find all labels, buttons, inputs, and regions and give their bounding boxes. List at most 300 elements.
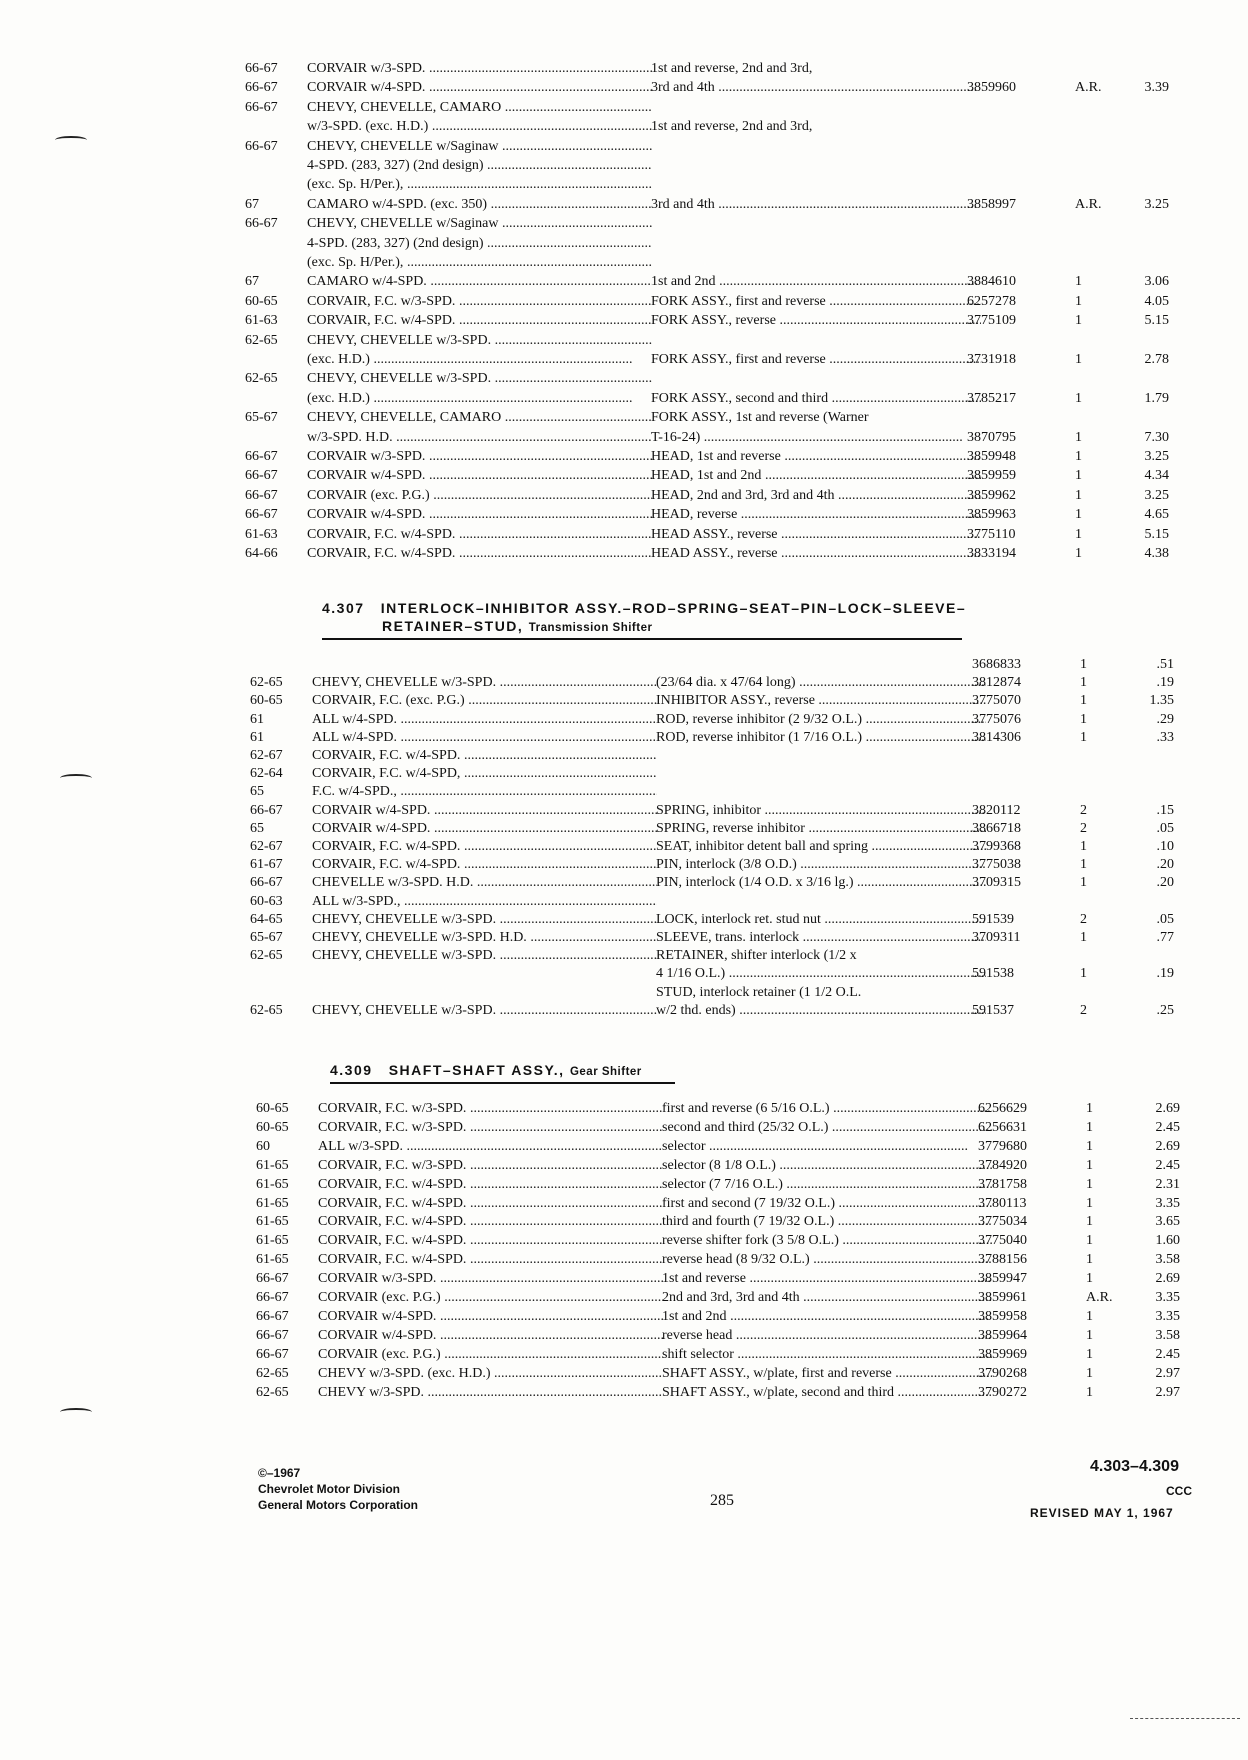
part-number: 3775110 <box>967 526 1016 542</box>
part-description: reverse head (8 9/32 O.L.) ..... <box>662 1251 992 1269</box>
section-4-309 <box>256 1100 1180 1410</box>
list-price: 2.78 <box>1144 352 1169 367</box>
binder-hole-mark <box>60 1408 92 1416</box>
part-description: reverse shifter fork (3 5/8 O.L.) ..... <box>662 1232 992 1250</box>
parts-row <box>245 215 1145 233</box>
section-4-307 <box>250 656 1174 1026</box>
part-number: 3859969 <box>978 1346 1027 1362</box>
section-subtitle: Gear Shifter <box>569 1066 642 1078</box>
quantity: 1 <box>1080 875 1087 891</box>
parts-row <box>245 429 1169 447</box>
quantity: 1 <box>1080 675 1087 691</box>
parts-row <box>250 747 1150 765</box>
parts-row <box>245 312 1169 330</box>
part-description: LOCK, interlock ret. stud nut ..... <box>656 911 986 929</box>
part-number: 3785217 <box>967 390 1016 406</box>
part-number: 3799368 <box>972 839 1021 854</box>
part-number: 6257278 <box>967 293 1016 309</box>
model-year: 66-67 <box>250 875 283 891</box>
part-description: w/2 thd. ends) ..... <box>656 1002 986 1020</box>
list-price: .19 <box>1156 675 1174 691</box>
part-description: first and second (7 19/32 O.L.) ..... <box>662 1195 992 1213</box>
parts-row <box>256 1308 1180 1326</box>
binder-hole-mark <box>60 774 92 782</box>
section-4-309-heading <box>330 1062 642 1078</box>
footer-division: Chevrolet Motor Division <box>258 1482 401 1496</box>
model-year: 66-67 <box>245 468 278 484</box>
vehicle-model: CORVAIR, F.C. w/4-SPD, ..... <box>312 765 657 783</box>
quantity: 1 <box>1075 274 1082 290</box>
section-4-307-heading-2 <box>382 618 652 634</box>
quantity: 2 <box>1080 1002 1087 1018</box>
list-price: .19 <box>1156 966 1174 982</box>
part-number: 3812874 <box>972 675 1021 691</box>
model-year: 65-67 <box>245 410 278 426</box>
vehicle-model: CHEVY, CHEVELLE w/3-SPD. ..... <box>307 370 652 388</box>
quantity: 1 <box>1080 693 1087 709</box>
quantity: 1 <box>1086 1176 1093 1192</box>
parts-row <box>245 138 1145 156</box>
vehicle-model: ALL w/3-SPD. ..... <box>318 1138 663 1156</box>
parts-row <box>245 545 1169 563</box>
vehicle-model: CHEVY w/3-SPD. ..... <box>318 1384 663 1402</box>
part-number: 3859958 <box>978 1308 1027 1324</box>
model-year: 66-67 <box>256 1290 289 1305</box>
quantity: 1 <box>1075 390 1082 406</box>
model-year: 65 <box>250 820 264 836</box>
model-year: 64-65 <box>250 911 283 927</box>
part-description: 1st and reverse, 2nd and 3rd, <box>651 61 813 76</box>
list-price: 2.69 <box>1155 1101 1180 1116</box>
list-price: 3.58 <box>1155 1252 1180 1268</box>
quantity: 1 <box>1080 729 1087 745</box>
quantity: 1 <box>1086 1308 1093 1324</box>
list-price: 2.97 <box>1155 1384 1180 1400</box>
list-price: 1.79 <box>1144 390 1169 406</box>
section-4-309-rule <box>330 1082 675 1084</box>
parts-row <box>245 390 1169 408</box>
vehicle-model: (exc. Sp. H/Per.), ..... <box>307 254 652 272</box>
part-description: second and third (25/32 O.L.) ..... <box>662 1119 992 1137</box>
footer-revised: REVISED MAY 1, 1967 <box>1030 1506 1174 1520</box>
vehicle-model: CHEVY, CHEVELLE w/Saginaw ..... <box>307 138 652 156</box>
parts-row <box>245 157 1145 175</box>
parts-row <box>250 838 1174 856</box>
parts-row <box>256 1346 1180 1364</box>
part-description: 1st and 2nd ..... <box>662 1308 992 1326</box>
parts-row <box>256 1213 1180 1231</box>
part-description: PIN, interlock (3/8 O.D.) ..... <box>656 856 986 874</box>
part-number: 3859962 <box>967 487 1016 503</box>
parts-row <box>256 1157 1180 1175</box>
list-price: 3.25 <box>1144 449 1169 464</box>
part-description: 1st and 2nd ..... <box>651 273 981 291</box>
footer-corporation: General Motors Corporation <box>258 1498 419 1512</box>
part-description: 1st and reverse ..... <box>662 1270 992 1288</box>
part-description: 3rd and 4th ..... <box>651 196 981 214</box>
model-year: 67 <box>245 196 259 212</box>
model-year: 61-65 <box>256 1214 289 1230</box>
part-number: 3775070 <box>972 693 1021 709</box>
section-number: 4.307 <box>322 600 365 616</box>
quantity: 1 <box>1086 1252 1093 1268</box>
part-number: 591538 <box>972 966 1014 982</box>
part-description: FORK ASSY., 1st and reverse (Warner <box>651 410 869 426</box>
list-price: .20 <box>1156 857 1174 873</box>
vehicle-model: CHEVY, CHEVELLE w/3-SPD. ..... <box>312 1002 657 1020</box>
part-number: 3775109 <box>967 313 1016 329</box>
part-description: shift selector ..... <box>662 1346 992 1364</box>
part-description: (23/64 dia. x 47/64 long) ..... <box>656 674 986 692</box>
parts-row <box>256 1384 1180 1402</box>
vehicle-model: CORVAIR, F.C. w/4-SPD. ..... <box>318 1195 663 1213</box>
model-year: 61-65 <box>256 1233 289 1249</box>
parts-row <box>250 984 1150 1002</box>
part-number: 3780113 <box>978 1195 1027 1211</box>
quantity: 1 <box>1080 930 1087 945</box>
vehicle-model: CHEVY, CHEVELLE, CAMARO ..... <box>307 409 652 427</box>
list-price: 5.15 <box>1144 313 1169 329</box>
quantity: 1 <box>1086 1384 1093 1400</box>
quantity: 1 <box>1086 1214 1093 1230</box>
parts-row <box>245 370 1145 388</box>
part-description: FORK ASSY., second and third ..... <box>651 390 981 408</box>
parts-row <box>256 1195 1180 1213</box>
section-subtitle: Transmission Shifter <box>528 622 653 634</box>
part-description: SPRING, inhibitor ..... <box>656 802 986 820</box>
parts-row <box>245 196 1169 214</box>
list-price: 2.69 <box>1155 1271 1180 1287</box>
vehicle-model: CORVAIR w/3-SPD. ..... <box>307 60 652 78</box>
quantity: 1 <box>1086 1346 1093 1362</box>
model-year: 66-67 <box>245 61 278 76</box>
quantity: 1 <box>1086 1327 1093 1343</box>
parts-row <box>245 79 1169 97</box>
part-description: 3rd and 4th ..... <box>651 79 981 97</box>
footer-range: 4.303–4.309 <box>1090 1458 1179 1475</box>
parts-row <box>250 820 1174 838</box>
vehicle-model: CORVAIR w/4-SPD. ..... <box>312 820 657 838</box>
list-price: 3.65 <box>1155 1214 1180 1230</box>
model-year: 62-64 <box>250 766 283 782</box>
part-number: 3709315 <box>972 875 1021 891</box>
list-price: .29 <box>1156 711 1174 727</box>
quantity: 1 <box>1075 526 1082 542</box>
list-price: .05 <box>1156 911 1174 927</box>
quantity: 1 <box>1075 293 1082 309</box>
part-number: 3784920 <box>978 1157 1027 1173</box>
parts-row <box>256 1365 1180 1383</box>
vehicle-model: CORVAIR, F.C. w/4-SPD. ..... <box>312 838 657 856</box>
model-year: 61-65 <box>256 1176 289 1192</box>
list-price: 2.69 <box>1155 1138 1180 1154</box>
part-description: HEAD ASSY., reverse ..... <box>651 545 981 563</box>
model-year: 66-67 <box>256 1271 289 1287</box>
part-number: 3788156 <box>978 1252 1027 1268</box>
vehicle-model: CORVAIR (exc. P.G.) ..... <box>318 1346 663 1364</box>
vehicle-model: CORVAIR (exc. P.G.) ..... <box>318 1289 663 1307</box>
vehicle-model: CORVAIR, F.C. w/3-SPD. ..... <box>318 1157 663 1175</box>
vehicle-model: CORVAIR w/3-SPD. ..... <box>318 1270 663 1288</box>
model-year: 65 <box>250 784 264 800</box>
model-year: 62-65 <box>250 675 283 691</box>
parts-row <box>250 783 1150 801</box>
model-year: 66-67 <box>245 449 278 464</box>
vehicle-model: 4-SPD. (283, 327) (2nd design) ..... <box>307 235 652 253</box>
parts-row <box>256 1100 1180 1118</box>
quantity: 1 <box>1075 313 1082 329</box>
model-year: 62-65 <box>256 1365 289 1381</box>
part-description: selector (8 1/8 O.L.) ..... <box>662 1157 992 1175</box>
footer-copyright: ©–1967 <box>258 1466 301 1480</box>
parts-row <box>245 293 1169 311</box>
section-number: 4.309 <box>330 1062 373 1078</box>
parts-row <box>256 1138 1180 1156</box>
parts-row <box>250 711 1174 729</box>
list-price: 3.25 <box>1144 196 1169 212</box>
list-price: 2.45 <box>1155 1157 1180 1173</box>
vehicle-model: 4-SPD. (283, 327) (2nd design) ..... <box>307 157 652 175</box>
list-price: 3.35 <box>1155 1290 1180 1305</box>
parts-row <box>256 1327 1180 1345</box>
parts-row <box>250 674 1174 692</box>
part-number: 3870795 <box>967 429 1016 445</box>
part-number: 591539 <box>972 911 1014 927</box>
parts-row <box>245 487 1169 505</box>
model-year: 64-66 <box>245 546 278 561</box>
vehicle-model: CORVAIR w/4-SPD. ..... <box>318 1327 663 1345</box>
model-year: 61-65 <box>256 1252 289 1268</box>
quantity: A.R. <box>1075 80 1102 96</box>
list-price: 5.15 <box>1144 526 1169 542</box>
vehicle-model: CORVAIR, F.C. w/4-SPD. ..... <box>307 526 652 544</box>
list-price: .25 <box>1156 1002 1174 1018</box>
list-price: 4.05 <box>1144 293 1169 309</box>
vehicle-model: CORVAIR, F.C. (exc. P.G.) ..... <box>312 692 657 710</box>
quantity: A.R. <box>1075 196 1102 212</box>
list-price: 7.30 <box>1144 429 1169 445</box>
quantity: 1 <box>1086 1365 1093 1381</box>
part-description: INHIBITOR ASSY., reverse ..... <box>656 692 986 710</box>
vehicle-model: CORVAIR w/4-SPD. ..... <box>307 506 652 524</box>
model-year: 66-67 <box>245 80 278 96</box>
vehicle-model: CHEVY, CHEVELLE w/3-SPD. ..... <box>312 911 657 929</box>
vehicle-model: (exc. Sp. H/Per.), ..... <box>307 176 652 194</box>
part-number: 6256631 <box>978 1119 1027 1135</box>
part-description: 4 1/16 O.L.) ..... <box>656 965 986 983</box>
model-year: 60-65 <box>256 1101 289 1116</box>
parts-row <box>245 235 1145 253</box>
part-number: 3775038 <box>972 857 1021 873</box>
parts-row <box>245 506 1169 524</box>
model-year: 66-67 <box>256 1346 289 1362</box>
quantity: 1 <box>1086 1271 1093 1287</box>
vehicle-model: CORVAIR w/3-SPD. ..... <box>307 448 652 466</box>
parts-row <box>245 351 1169 369</box>
vehicle-model: CORVAIR, F.C. w/4-SPD. ..... <box>318 1213 663 1231</box>
part-number: 3820112 <box>972 802 1021 818</box>
model-year: 62-65 <box>250 948 283 964</box>
part-number: 3731918 <box>967 352 1016 367</box>
parts-row <box>250 856 1174 874</box>
parts-row <box>256 1232 1180 1250</box>
part-description: first and reverse (6 5/16 O.L.) ..... <box>662 1100 992 1118</box>
model-year: 66-67 <box>256 1327 289 1343</box>
section-4-307-heading <box>322 600 966 616</box>
part-description: ROD, reverse inhibitor (1 7/16 O.L.) ..... <box>656 729 986 747</box>
part-number: 3686833 <box>972 657 1021 672</box>
model-year: 62-65 <box>245 332 278 348</box>
quantity: 1 <box>1075 546 1082 561</box>
quantity: A.R. <box>1086 1290 1113 1305</box>
parts-row <box>245 273 1169 291</box>
vehicle-model: (exc. H.D.) ..... <box>307 351 652 369</box>
quantity: 1 <box>1080 711 1087 727</box>
footer-code: CCC <box>1166 1484 1192 1498</box>
part-number: 3775076 <box>972 711 1021 727</box>
vehicle-model: CHEVY, CHEVELLE, CAMARO ..... <box>307 99 652 117</box>
part-description: HEAD, 1st and 2nd ..... <box>651 467 981 485</box>
part-number: 3790268 <box>978 1365 1027 1381</box>
section-4-307-rule <box>322 638 962 640</box>
parts-row <box>245 60 1145 78</box>
list-price: 3.39 <box>1144 80 1169 96</box>
vehicle-model: CORVAIR (exc. P.G.) ..... <box>307 487 652 505</box>
model-year: 62-67 <box>250 839 283 854</box>
list-price: 2.45 <box>1155 1346 1180 1362</box>
vehicle-model: CHEVY, CHEVELLE w/3-SPD. ..... <box>307 332 652 350</box>
quantity: 1 <box>1086 1157 1093 1173</box>
quantity: 1 <box>1080 966 1087 982</box>
part-description: FORK ASSY., reverse ..... <box>651 312 981 330</box>
list-price: 2.97 <box>1155 1365 1180 1381</box>
vehicle-model: CORVAIR w/4-SPD. ..... <box>318 1308 663 1326</box>
vehicle-model: CORVAIR, F.C. w/4-SPD. ..... <box>307 312 652 330</box>
part-number: 3814306 <box>972 729 1021 745</box>
quantity: 1 <box>1080 857 1087 873</box>
list-price: .20 <box>1156 875 1174 891</box>
quantity: 1 <box>1075 352 1082 367</box>
parts-row <box>250 874 1174 892</box>
parts-row <box>250 965 1174 983</box>
model-year: 62-65 <box>250 1002 283 1018</box>
part-description: SHAFT ASSY., w/plate, first and reverse ..... <box>662 1365 992 1383</box>
list-price: 3.06 <box>1144 274 1169 290</box>
part-number: 3775034 <box>978 1214 1027 1230</box>
part-description: selector (7 7/16 O.L.) ..... <box>662 1176 992 1194</box>
part-description: SLEEVE, trans. interlock ..... <box>656 929 986 947</box>
part-description: STUD, interlock retainer (1 1/2 O.L. <box>656 984 862 1000</box>
list-price: 4.65 <box>1144 507 1169 523</box>
vehicle-model: CAMARO w/4-SPD. ..... <box>307 273 652 291</box>
parts-row <box>250 947 1150 965</box>
list-price: 3.58 <box>1155 1327 1180 1343</box>
model-year: 66-67 <box>250 802 283 818</box>
parts-row <box>250 911 1174 929</box>
part-number: 3858997 <box>967 196 1016 212</box>
parts-row <box>245 526 1169 544</box>
parts-row <box>245 118 1145 136</box>
model-year: 66-67 <box>256 1308 289 1324</box>
part-number: 3779680 <box>978 1138 1027 1154</box>
list-price: 3.35 <box>1155 1195 1180 1211</box>
part-description: reverse head ..... <box>662 1327 992 1345</box>
list-price: 4.38 <box>1144 546 1169 561</box>
part-description: 1st and reverse, 2nd and 3rd, <box>651 119 813 135</box>
model-year: 61-63 <box>245 313 278 329</box>
vehicle-model: CORVAIR, F.C. w/4-SPD. ..... <box>318 1251 663 1269</box>
section-4-303 <box>245 60 1169 570</box>
part-number: 3884610 <box>967 274 1016 290</box>
list-price: .15 <box>1156 802 1174 818</box>
vehicle-model: CORVAIR, F.C. w/4-SPD. ..... <box>312 747 657 765</box>
part-description: RETAINER, shifter interlock (1/2 x <box>656 948 857 964</box>
part-number: 3859959 <box>967 468 1016 484</box>
vehicle-model: (exc. H.D.) ..... <box>307 390 652 408</box>
list-price: 2.45 <box>1155 1119 1180 1135</box>
model-year: 60 <box>256 1138 270 1154</box>
model-year: 60-65 <box>245 293 278 309</box>
parts-row <box>245 467 1169 485</box>
part-number: 3866718 <box>972 820 1021 836</box>
model-year: 66-67 <box>245 487 278 503</box>
part-number: 3859963 <box>967 507 1016 523</box>
model-year: 62-67 <box>250 748 283 763</box>
parts-row <box>245 254 1145 272</box>
parts-row <box>256 1289 1180 1307</box>
vehicle-model: w/3-SPD. H.D. ..... <box>307 429 652 447</box>
part-number: 3859948 <box>967 449 1016 464</box>
parts-row <box>250 1002 1174 1020</box>
list-price: .51 <box>1156 657 1174 672</box>
quantity: 1 <box>1080 839 1087 854</box>
list-price: 4.34 <box>1144 468 1169 484</box>
vehicle-model: CORVAIR w/4-SPD. ..... <box>312 802 657 820</box>
quantity: 2 <box>1080 820 1087 836</box>
vehicle-model: CHEVELLE w/3-SPD. H.D. ..... <box>312 874 657 892</box>
part-description: FORK ASSY., first and reverse ..... <box>651 293 981 311</box>
parts-row <box>250 893 1150 911</box>
part-number: 3790272 <box>978 1384 1027 1400</box>
part-number: 3859964 <box>978 1327 1027 1343</box>
list-price: 2.31 <box>1155 1176 1180 1192</box>
parts-row <box>256 1251 1180 1269</box>
model-year: 60-65 <box>250 693 283 709</box>
quantity: 2 <box>1080 911 1087 927</box>
quantity: 1 <box>1075 507 1082 523</box>
vehicle-model: CORVAIR, F.C. w/4-SPD. ..... <box>312 856 657 874</box>
list-price: .33 <box>1156 729 1174 745</box>
quantity: 1 <box>1075 468 1082 484</box>
vehicle-model: CORVAIR w/4-SPD. ..... <box>307 467 652 485</box>
quantity: 1 <box>1080 657 1087 672</box>
model-year: 66-67 <box>245 507 278 523</box>
model-year: 66-67 <box>245 99 278 115</box>
quantity: 1 <box>1086 1119 1093 1135</box>
model-year: 66-67 <box>245 138 278 154</box>
quantity: 2 <box>1080 802 1087 818</box>
vehicle-model: CORVAIR, F.C. w/3-SPD. ..... <box>307 293 652 311</box>
vehicle-model: CHEVY, CHEVELLE w/3-SPD. ..... <box>312 674 657 692</box>
parts-row <box>250 929 1174 947</box>
model-year: 61 <box>250 729 264 745</box>
part-description: SPRING, reverse inhibitor ..... <box>656 820 986 838</box>
model-year: 62-65 <box>256 1384 289 1400</box>
list-price: 1.35 <box>1149 693 1174 709</box>
model-year: 67 <box>245 274 259 290</box>
part-description: third and fourth (7 19/32 O.L.) ..... <box>662 1213 992 1231</box>
parts-row <box>256 1270 1180 1288</box>
